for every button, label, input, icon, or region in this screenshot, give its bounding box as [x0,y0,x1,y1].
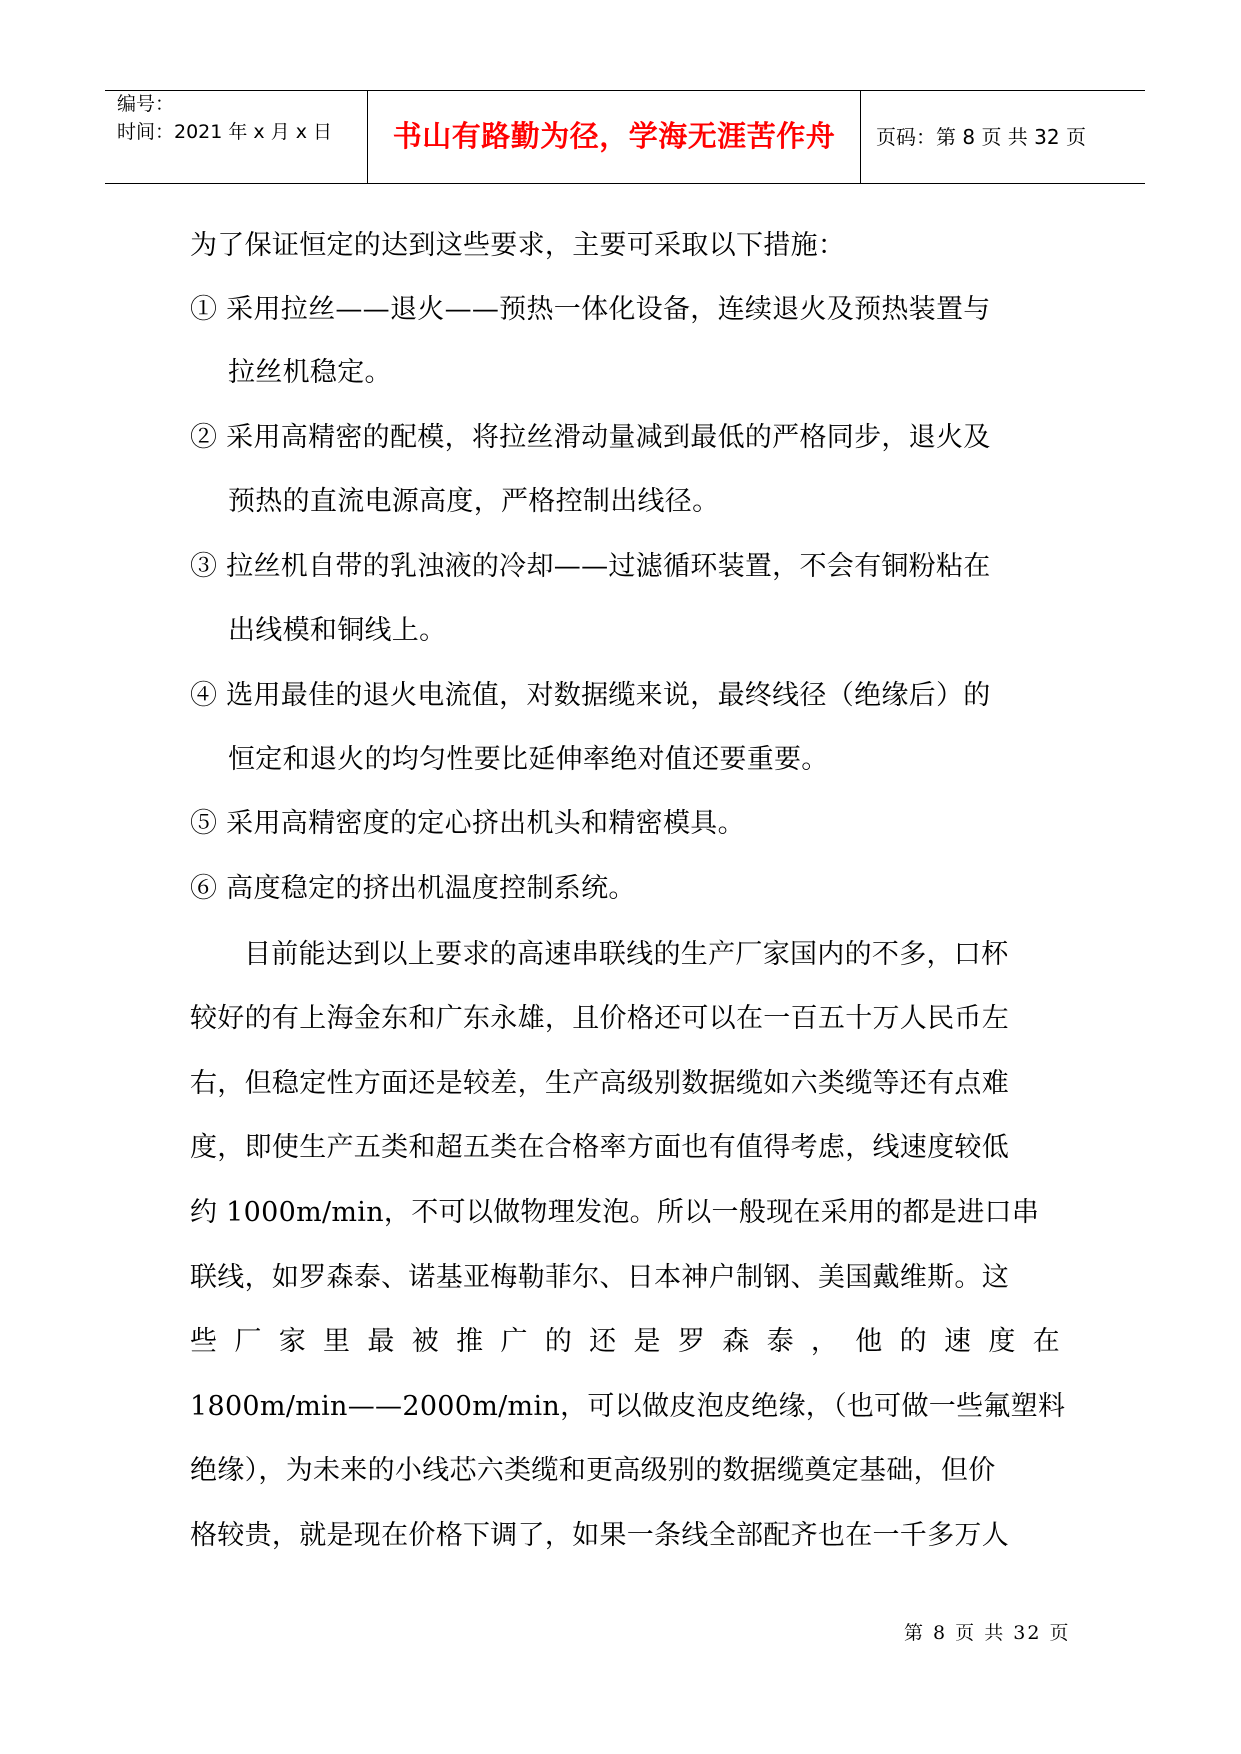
header-motto-cell [367,91,861,183]
paragraph-line-3: 右，但稳定性方面还是较差，生产高级别数据缆如六类缆等还有点难 [190,1068,1009,1099]
header-meta-cell [105,91,367,183]
list-item-3-line-1: ③ 拉丝机自带的乳浊液的冷却——过滤循环装置，不会有铜粉粘在 [190,551,991,582]
list-item-6: ⑥ 高度稳定的挤出机温度控制系统。 [190,873,636,904]
header-page-code: 页码：第 8 页 共 32 页 [876,125,1086,149]
paragraph-line-9: 绝缘），为未来的小线芯六类缆和更高级别的数据缆奠定基础，但价 [190,1455,996,1486]
list-item-5: ⑤ 采用高精密度的定心挤出机头和精密模具。 [190,808,745,839]
list-item-1-line-1: ① 采用拉丝——退火——预热一体化设备，连续退火及预热装置与 [190,294,991,325]
paragraph-line-6: 联线，如罗森泰、诺基亚梅勒菲尔、日本神户制钢、美国戴维斯。这 [190,1262,1009,1293]
paragraph-line-5: 约 1000m/min，不可以做物理发泡。所以一般现在采用的都是进口串 [190,1197,1040,1228]
list-item-4-line-2: 恒定和退火的均匀性要比延伸率绝对值还要重要。 [228,744,829,775]
list-item-2-line-2: 预热的直流电源高度，严格控制出线径。 [228,486,720,517]
list-item-4-line-1: ④ 选用最佳的退火电流值，对数据缆来说，最终线径（绝缘后）的 [190,680,991,711]
list-item-1-line-2: 拉丝机稳定。 [228,357,392,388]
header-page-cell [861,91,1145,183]
header-motto: 书山有路勤为径，学海无涯苦作舟 [392,119,836,153]
paragraph-line-7: 些 厂 家 里 最 被 推 广 的 还 是 罗 森 泰 ， 他 的 速 度 在 [190,1326,1060,1357]
list-item-3-line-2: 出线模和铜线上。 [228,615,447,646]
intro-line: 为了保证恒定的达到这些要求，主要可采取以下措施： [190,230,846,261]
page-footer: 第 8 页 共 32 页 [904,1622,1071,1644]
paragraph-line-2: 较好的有上海金东和广东永雄，且价格还可以在一百五十万人民币左 [190,1003,1009,1034]
document-header [105,90,1145,184]
list-item-2-line-1: ② 采用高精密的配模，将拉丝滑动量减到最低的严格同步，退火及 [190,422,991,453]
paragraph-line-1: 目前能达到以上要求的高速串联线的生产厂家国内的不多，口杯 [244,939,1009,970]
paragraph-line-8: 1800m/min——2000m/min，可以做皮泡皮绝缘，（也可做一些氟塑料 [190,1391,1066,1422]
document-time-label: 时间：2021 年 x 月 x 日 [117,121,333,143]
paragraph-line-10: 格较贵，就是现在价格下调了，如果一条线全部配齐也在一千多万人 [190,1520,1009,1551]
paragraph-line-4: 度，即使生产五类和超五类在合格率方面也有值得考虑，线速度较低 [190,1132,1009,1163]
document-number-label: 编号： [117,93,175,115]
